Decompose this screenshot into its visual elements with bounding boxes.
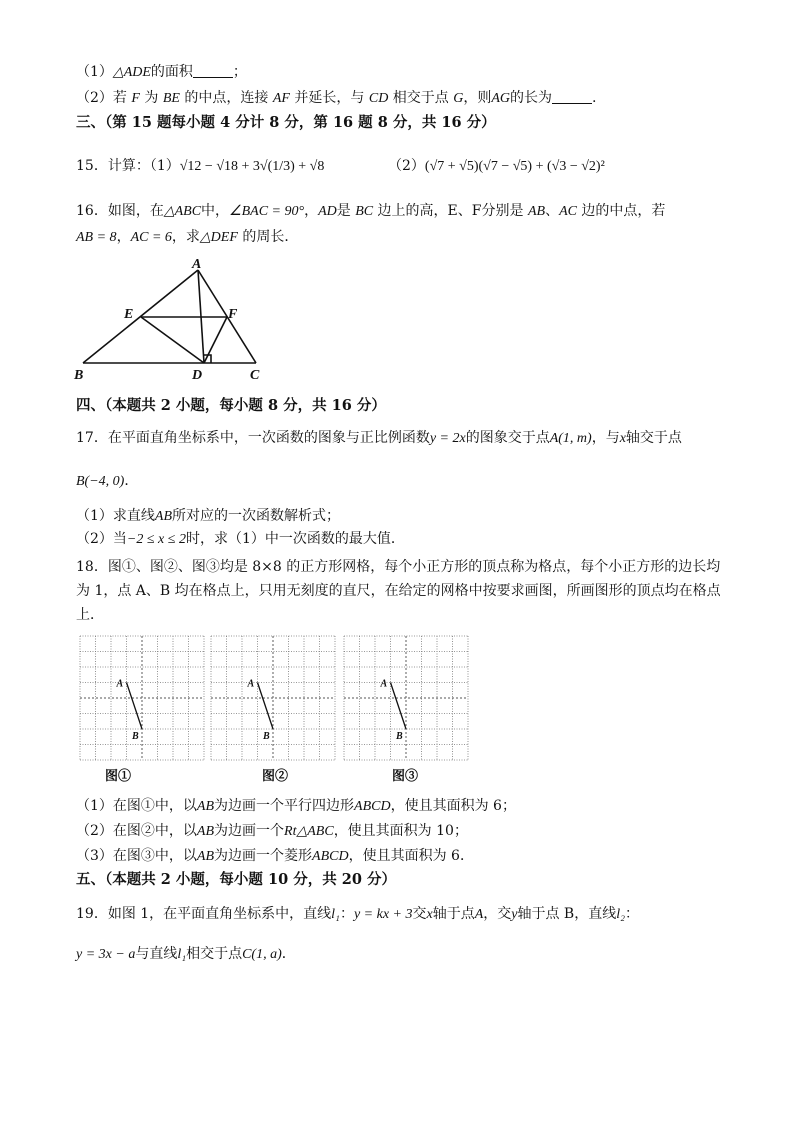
q18-p1-c: ，使且其面积为 6；: [390, 798, 516, 814]
grid-3: [344, 636, 468, 760]
q18-p3-name: ABCD: [312, 849, 349, 864]
label-A: A: [192, 257, 202, 272]
q17-text-a: 17．在平面直角坐标系中，一次函数的图象与正比例函数: [76, 430, 430, 446]
label-B: B: [74, 368, 84, 383]
q14-p2-F: F: [131, 91, 140, 106]
q19-l1: l₁: [331, 907, 340, 922]
q17-x: x: [619, 431, 626, 446]
label-C: C: [250, 368, 260, 383]
point-B-label: B: [263, 731, 270, 742]
q16-text-e: 边上的高，E、F分别是: [373, 203, 528, 219]
q18-grid-figures: [74, 632, 474, 792]
q18-p3-b: 为边画一个菱形: [214, 848, 313, 864]
q16-text-a: 16．如图，在: [76, 203, 164, 219]
q17-text-b: 的图象交于点: [465, 430, 550, 446]
q15-part2-label: （2）: [388, 158, 425, 174]
segment-AB: [127, 683, 143, 730]
q19-line2: [76, 944, 296, 965]
q16-triangle-def: △DEF: [199, 230, 238, 245]
q16-text-b: 中，: [201, 203, 230, 219]
q18-p1-b: 为边画一个平行四边形: [214, 798, 355, 814]
q19-text-b: ：: [339, 906, 354, 922]
q16-text-g: 边的中点，若: [576, 203, 666, 219]
q18-part1: [76, 796, 516, 817]
q14-p2-AF: AF: [272, 91, 290, 106]
q15-part2-line: [388, 156, 605, 177]
q17-point-B: B(−4, 0): [76, 474, 125, 489]
q14-part2: [76, 88, 596, 109]
q14-p2-text-f: ，则: [463, 90, 492, 106]
q14-p2-G: G: [453, 91, 464, 106]
q19-text-g: ：: [625, 906, 639, 922]
q16-text-d: 是: [336, 203, 356, 219]
q19-text-c: 交: [412, 906, 427, 922]
q18-part2: [76, 821, 468, 842]
q14-p1-answer-blank[interactable]: [193, 63, 233, 78]
q18-line1: 18．图①、图②、图③均是 8×8 的正方形网格，每个小正方形的顶点称为格点，每个小正方形的边长均: [76, 559, 721, 575]
label-E: E: [124, 307, 134, 322]
section-3-heading: 三、（第 15 题每小题 4 分计 8 分，第 16 题 8 分，共 16 分）: [76, 114, 496, 131]
point-B-label: B: [132, 731, 139, 742]
point-B-label: B: [396, 731, 403, 742]
q18-p2-c: ，使且其面积为 10；: [333, 823, 468, 839]
q17-part2: [76, 529, 405, 550]
q17-p1-b: 所对应的一次函数解析式；: [172, 508, 341, 524]
q18-p1-a: （1）在图①中，以: [76, 798, 197, 814]
q17-line1: [76, 428, 682, 449]
q18-p2-a: （2）在图②中，以: [76, 823, 197, 839]
q14-p1-prefix: （1）: [76, 64, 113, 80]
q17-text-c: ，与: [591, 430, 620, 446]
q14-p2-text-d: 并延长，与: [289, 90, 369, 106]
caption-fig1: 图①: [105, 768, 132, 783]
q17-equation: y = 2x: [429, 431, 466, 446]
segment-FD: [204, 317, 227, 363]
q16-triangle-figure: [68, 255, 278, 385]
q16-AD: AD: [318, 204, 337, 219]
q19-line2-end: ．: [281, 946, 296, 962]
q15-line: [76, 156, 324, 177]
q14-p2-text-g: 的长为: [510, 90, 553, 106]
q15-part1-expression: √12 − √18 + 3√(1/3) + √8: [179, 159, 325, 174]
q18-p3-c: ，使且其面积为 6．: [348, 848, 474, 864]
q19-x: x: [426, 907, 433, 922]
label-F: F: [228, 307, 238, 322]
q15-part2-expression: (√7 + √5)(√7 − √5) + (√3 − √2)²: [424, 159, 605, 174]
q16-AC: AC: [559, 204, 577, 219]
segment-AB: [258, 683, 274, 730]
q14-p2-text-c: 的中点，连接: [179, 90, 273, 106]
q18-p2-AB: AB: [196, 824, 215, 839]
q16-triangle-abc: △ABC: [163, 204, 202, 219]
q14-p1-math: △ADE: [112, 65, 151, 80]
q18-p3-AB: AB: [196, 849, 215, 864]
q19-text-f: 轴于点 B，直线: [517, 906, 617, 922]
q14-p1-text: 的面积: [150, 64, 193, 80]
q14-p1-end: ；: [232, 64, 247, 80]
q14-p2-AG: AG: [491, 91, 511, 106]
q19-point-C: C(1, a): [242, 947, 282, 962]
q17-point-A: A(1, m): [549, 431, 592, 446]
q19-l2: l₂: [616, 907, 625, 922]
q18-p1-AB: AB: [196, 799, 215, 814]
q19-eq1: y = kx + 3: [353, 907, 413, 922]
section-4-heading: 四、（本题共 2 小题，每小题 8 分，共 16 分）: [76, 397, 386, 414]
q17-p2-range: −2 ≤ x ≤ 2: [126, 532, 186, 547]
q14-p2-end: .: [592, 90, 597, 106]
q18-line3: 上．: [76, 607, 104, 623]
q19-text-a: 19．如图 1，在平面直角坐标系中，直线: [76, 906, 332, 922]
q14-p2-text-a: （2）若: [76, 90, 132, 106]
q16-text-2b: ，求: [171, 229, 200, 245]
q19-text-2b: 相交于点: [186, 946, 243, 962]
q14-p2-BE: BE: [162, 91, 180, 106]
q16-text-f: 、: [545, 203, 560, 219]
point-A-label: A: [247, 678, 255, 690]
q18-p1-name: ABCD: [354, 799, 391, 814]
segment-ED: [141, 317, 204, 363]
section-5-heading: 五、（本题共 2 小题，每小题 10 分，共 20 分）: [76, 871, 396, 888]
q16-BC: BC: [355, 204, 374, 219]
q19-line1: [76, 904, 639, 925]
q17-p1-a: （1）求直线: [76, 508, 155, 524]
q18-p3-a: （3）在图③中，以: [76, 848, 197, 864]
q14-p2-text-e: 相交于点: [388, 90, 454, 106]
caption-fig2: 图②: [262, 768, 289, 783]
q18-part3: [76, 846, 474, 867]
caption-fig3: 图③: [392, 768, 419, 783]
q14-p2-text-b: 为: [139, 90, 163, 106]
q16-text-2a: ，: [116, 229, 131, 245]
q17-p2-a: （2）当: [76, 531, 127, 547]
label-D: D: [192, 368, 203, 383]
q17-p1-AB: AB: [154, 509, 173, 524]
q18-p2-b: 为边画一个: [214, 823, 285, 839]
q19-text-e: ，交: [483, 906, 512, 922]
q19-line2-l1: l₁: [177, 947, 187, 962]
point-A-label: A: [380, 678, 388, 690]
q19-text-2a: 与直线: [135, 946, 178, 962]
q17-line2-end: ．: [124, 473, 139, 489]
q16-line2: [76, 227, 298, 248]
grid-2: [211, 636, 335, 760]
q16-line1: [76, 201, 665, 222]
q19-A: A: [474, 907, 484, 922]
q14-part1: [76, 62, 247, 83]
q19-y: y: [511, 907, 518, 922]
grid-1: [80, 636, 204, 760]
q16-AB: AB: [527, 204, 546, 219]
q17-p2-b: 时，求（1）中一次函数的最大值．: [185, 531, 405, 547]
q17-part1: [76, 506, 340, 527]
q19-eq2: y = 3x − a: [76, 947, 136, 962]
q16-ab-value: AB = 8: [76, 230, 117, 245]
q18-p2-name: Rt△ABC: [284, 824, 334, 839]
q16-ac-value: AC = 6: [130, 230, 172, 245]
q14-p2-answer-blank[interactable]: [552, 89, 592, 104]
q16-angle: ∠BAC = 90°: [229, 204, 305, 219]
q17-line2: [76, 471, 138, 492]
segment-AB: [391, 683, 407, 730]
q18-line2: 为 1，点 A、B 均在格点上，只用无刻度的直尺，在给定的网格中按要求画图，所画图形的顶点均在格点: [76, 583, 721, 599]
q19-text-d: 轴于点: [432, 906, 475, 922]
point-A-label: A: [116, 678, 124, 690]
q16-text-2c: 的周长．: [237, 229, 299, 245]
q14-p2-CD: CD: [368, 91, 389, 106]
q16-text-c: ，: [304, 203, 319, 219]
q17-text-d: 轴交于点: [625, 430, 682, 446]
q15-label: 15．计算：（1）: [76, 158, 180, 174]
